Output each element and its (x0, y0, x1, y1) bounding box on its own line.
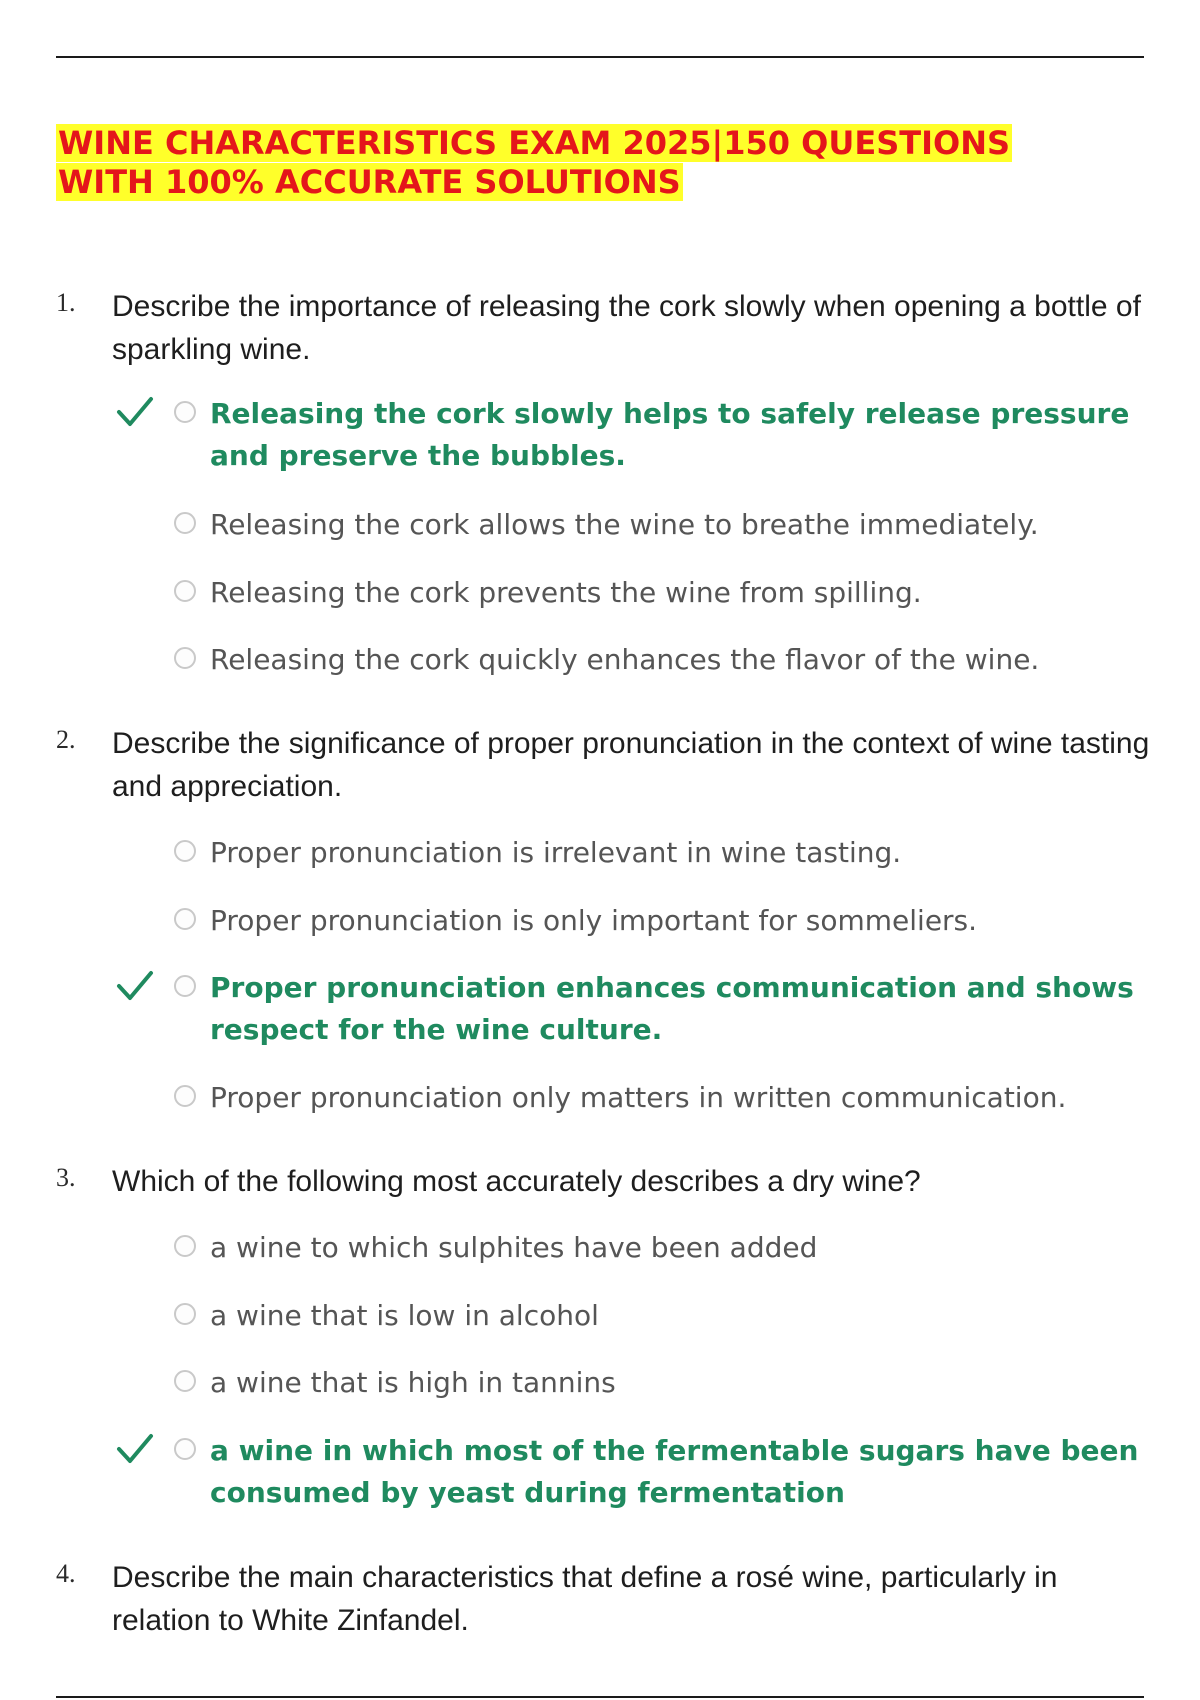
radio-circle-icon[interactable] (174, 580, 196, 602)
answer-option[interactable] (56, 1077, 1146, 1113)
radio-circle-icon[interactable] (174, 908, 196, 930)
answer-text: Releasing the cork prevents the wine from spilling. (210, 576, 922, 609)
radio-circle-icon[interactable] (174, 1370, 196, 1392)
answer-text: Releasing the cork slowly helps to safely release pressure and preserve the bubbles. (210, 397, 1130, 472)
radio-circle-icon[interactable] (174, 512, 196, 534)
answer-text: Proper pronunciation only matters in written communication. (210, 1081, 1067, 1114)
answer-option-correct[interactable] (56, 393, 1146, 472)
answer-option[interactable] (56, 1227, 1146, 1263)
question-number: 3. (56, 1163, 76, 1192)
check-icon (116, 1432, 154, 1466)
check-icon (116, 395, 154, 429)
question-number: 1. (56, 288, 76, 317)
answer-text: Proper pronunciation enhances communication and shows respect for the wine culture. (210, 971, 1134, 1046)
radio-circle-icon[interactable] (174, 975, 196, 997)
radio-circle-icon[interactable] (174, 647, 196, 669)
top-rule (56, 56, 1144, 58)
radio-circle-icon[interactable] (174, 1235, 196, 1257)
question-text: Describe the significance of proper pronunciation in the context of wine tasting and appreciation. (112, 727, 1150, 803)
answer-option[interactable] (56, 504, 1146, 540)
question-text: Describe the main characteristics that define a rosé wine, particularly in relation to White Zinfandel. (112, 1561, 1058, 1637)
answer-text: a wine that is low in alcohol (210, 1299, 599, 1332)
answer-option[interactable] (56, 1295, 1146, 1331)
title-line-2: WITH 100% ACCURATE SOLUTIONS (58, 163, 681, 201)
answer-text: a wine in which most of the fermentable sugars have been consumed by yeast during fermentation (210, 1434, 1139, 1509)
question-number: 2. (56, 725, 76, 754)
answer-text: Releasing the cork quickly enhances the flavor of the wine. (210, 643, 1040, 676)
answer-text: Proper pronunciation is only important for sommeliers. (210, 904, 978, 937)
answer-option[interactable] (56, 832, 1146, 868)
answer-option-correct[interactable] (56, 1430, 1146, 1509)
answer-option[interactable] (56, 639, 1146, 675)
radio-circle-icon[interactable] (174, 1438, 196, 1460)
title-line-1: WINE CHARACTERISTICS EXAM 2025|150 QUESTIONS (58, 124, 1011, 162)
check-icon (116, 969, 154, 1003)
question-text: Which of the following most accurately describes a dry wine? (112, 1165, 921, 1198)
answer-option-correct[interactable] (56, 967, 1146, 1046)
answer-text: Proper pronunciation is irrelevant in wine tasting. (210, 836, 902, 869)
radio-circle-icon[interactable] (174, 1085, 196, 1107)
radio-circle-icon[interactable] (174, 840, 196, 862)
radio-circle-icon[interactable] (174, 401, 196, 423)
answer-option[interactable] (56, 1362, 1146, 1398)
question-number: 4. (56, 1559, 76, 1588)
answer-option[interactable] (56, 572, 1146, 608)
answer-text: a wine that is high in tannins (210, 1366, 616, 1399)
answer-option[interactable] (56, 900, 1146, 936)
answer-text: a wine to which sulphites have been added (210, 1231, 818, 1264)
radio-circle-icon[interactable] (174, 1303, 196, 1325)
page-title (56, 124, 1156, 202)
answer-text: Releasing the cork allows the wine to breathe immediately. (210, 508, 1039, 541)
bottom-rule (56, 1696, 1144, 1698)
question-text: Describe the importance of releasing the cork slowly when opening a bottle of sparkling wine. (112, 290, 1141, 366)
